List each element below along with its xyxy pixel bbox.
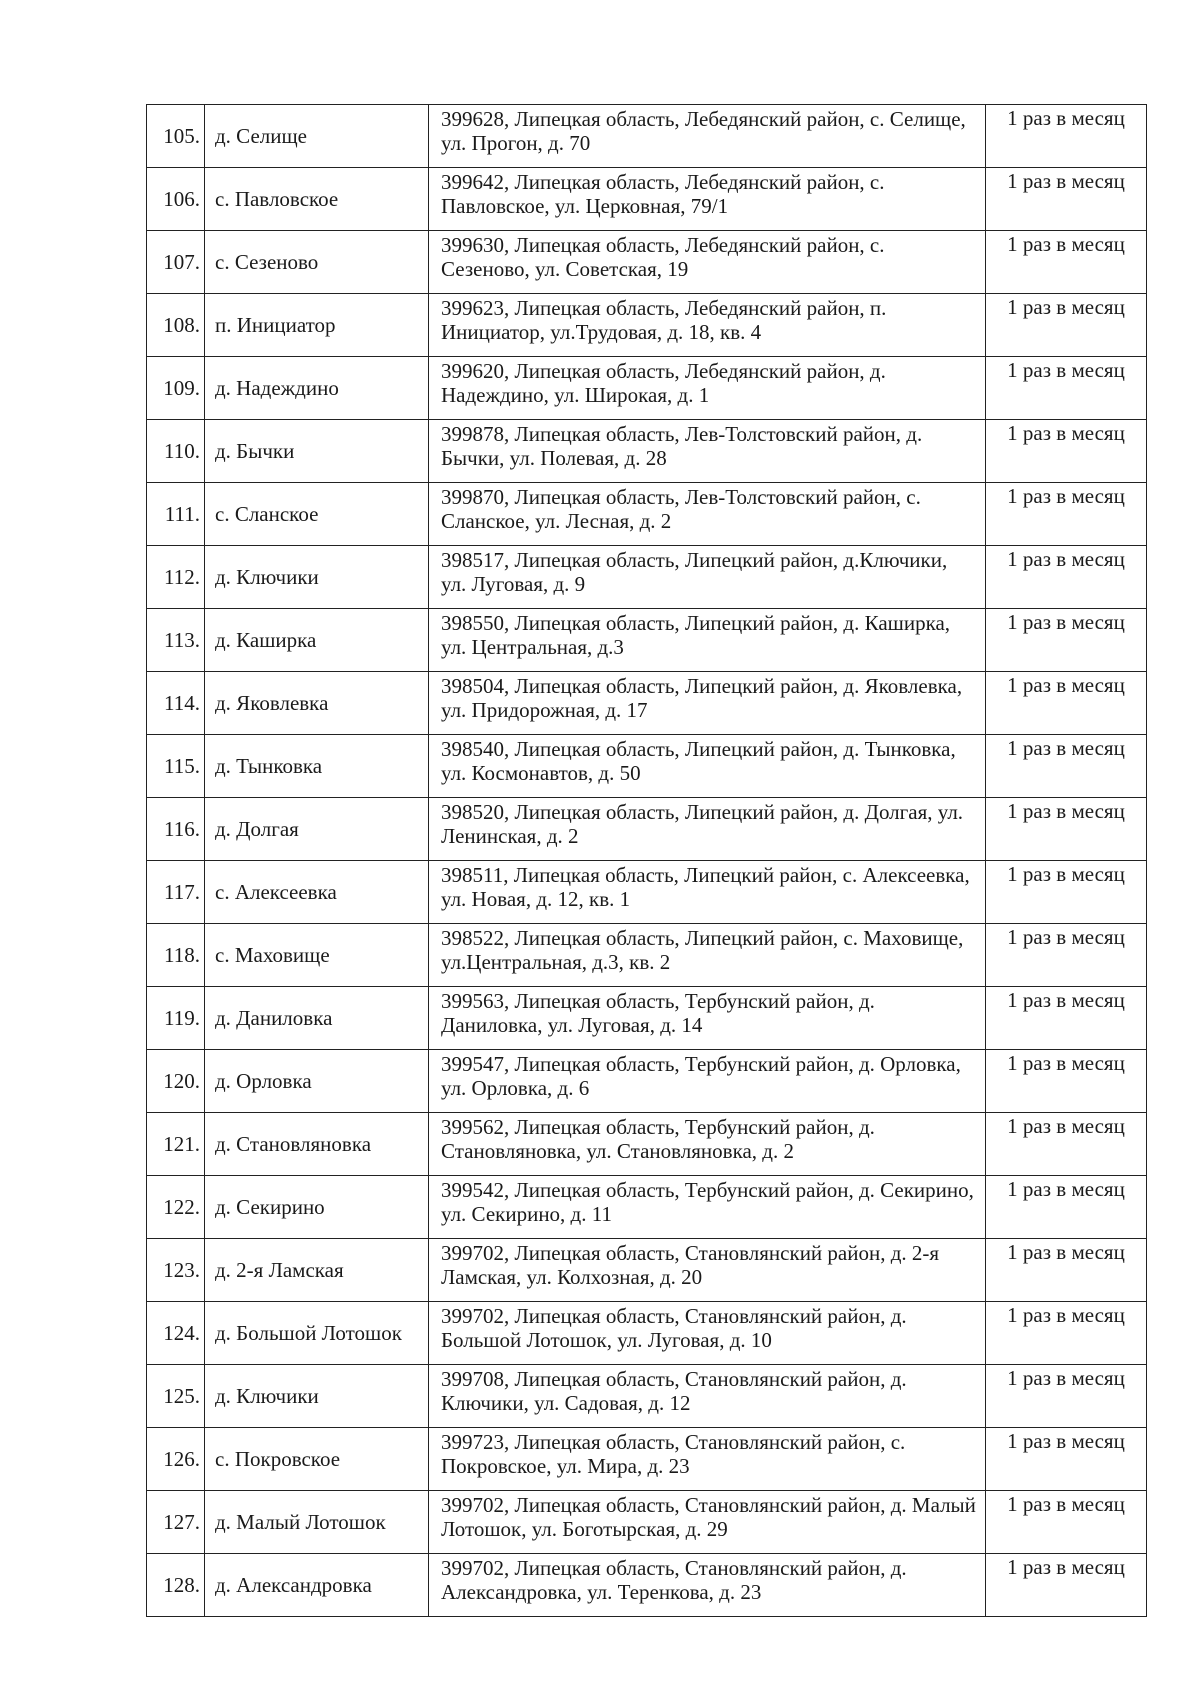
address-cell: 398504, Липецкая область, Липецкий район, д. Яковлевка, ул. Придорожная, д. 17 bbox=[429, 672, 986, 735]
row-number-cell: 112. bbox=[147, 546, 205, 609]
address-cell: 398550, Липецкая область, Липецкий район, д. Каширка, ул. Центральная, д.3 bbox=[429, 609, 986, 672]
row-number-cell: 105. bbox=[147, 105, 205, 168]
frequency-cell: 1 раз в месяц bbox=[986, 1302, 1147, 1365]
frequency-cell: 1 раз в месяц bbox=[986, 231, 1147, 294]
row-number-cell: 117. bbox=[147, 861, 205, 924]
frequency-cell: 1 раз в месяц bbox=[986, 1365, 1147, 1428]
settlement-name-cell: д. Надеждино bbox=[205, 357, 429, 420]
row-number-cell: 107. bbox=[147, 231, 205, 294]
address-cell: 399542, Липецкая область, Тербунский район, д. Секирино, ул. Секирино, д. 11 bbox=[429, 1176, 986, 1239]
frequency-cell: 1 раз в месяц bbox=[986, 1491, 1147, 1554]
table-row bbox=[147, 1554, 1147, 1617]
address-cell: 399723, Липецкая область, Становлянский район, с. Покровское, ул. Мира, д. 23 bbox=[429, 1428, 986, 1491]
row-number-cell: 118. bbox=[147, 924, 205, 987]
settlement-name-cell: с. Алексеевка bbox=[205, 861, 429, 924]
row-number-cell: 113. bbox=[147, 609, 205, 672]
address-cell: 399642, Липецкая область, Лебедянский район, с. Павловское, ул. Церковная, 79/1 bbox=[429, 168, 986, 231]
frequency-cell: 1 раз в месяц bbox=[986, 1554, 1147, 1617]
table-row bbox=[147, 105, 1147, 168]
address-cell: 398517, Липецкая область, Липецкий район, д.Ключики, ул. Луговая, д. 9 bbox=[429, 546, 986, 609]
settlement-name-cell: д. Малый Лотошок bbox=[205, 1491, 429, 1554]
frequency-cell: 1 раз в месяц bbox=[986, 609, 1147, 672]
locations-table bbox=[146, 104, 1147, 1617]
row-number-cell: 127. bbox=[147, 1491, 205, 1554]
frequency-cell: 1 раз в месяц bbox=[986, 672, 1147, 735]
settlement-name-cell: с. Покровское bbox=[205, 1428, 429, 1491]
settlement-name-cell: д. Ключики bbox=[205, 1365, 429, 1428]
row-number-cell: 108. bbox=[147, 294, 205, 357]
table-row bbox=[147, 420, 1147, 483]
table-row bbox=[147, 672, 1147, 735]
table-row bbox=[147, 294, 1147, 357]
table-row bbox=[147, 483, 1147, 546]
table-row bbox=[147, 987, 1147, 1050]
frequency-cell: 1 раз в месяц bbox=[986, 105, 1147, 168]
table-row bbox=[147, 924, 1147, 987]
address-cell: 398540, Липецкая область, Липецкий район, д. Тынковка, ул. Космонавтов, д. 50 bbox=[429, 735, 986, 798]
settlement-name-cell: д. Александровка bbox=[205, 1554, 429, 1617]
address-cell: 399870, Липецкая область, Лев-Толстовский район, с. Сланское, ул. Лесная, д. 2 bbox=[429, 483, 986, 546]
frequency-cell: 1 раз в месяц bbox=[986, 294, 1147, 357]
address-cell: 399702, Липецкая область, Становлянский район, д. Александровка, ул. Теренкова, д. 23 bbox=[429, 1554, 986, 1617]
row-number-cell: 106. bbox=[147, 168, 205, 231]
table-row bbox=[147, 1491, 1147, 1554]
row-number-cell: 110. bbox=[147, 420, 205, 483]
row-number-cell: 121. bbox=[147, 1113, 205, 1176]
row-number-cell: 120. bbox=[147, 1050, 205, 1113]
frequency-cell: 1 раз в месяц bbox=[986, 168, 1147, 231]
settlement-name-cell: п. Инициатор bbox=[205, 294, 429, 357]
row-number-cell: 116. bbox=[147, 798, 205, 861]
frequency-cell: 1 раз в месяц bbox=[986, 1050, 1147, 1113]
settlement-name-cell: с. Павловское bbox=[205, 168, 429, 231]
settlement-name-cell: д. Становляновка bbox=[205, 1113, 429, 1176]
row-number-cell: 115. bbox=[147, 735, 205, 798]
table-row bbox=[147, 609, 1147, 672]
settlement-name-cell: д. Селище bbox=[205, 105, 429, 168]
address-cell: 399702, Липецкая область, Становлянский район, д. Малый Лотошок, ул. Боготырская, д. 29 bbox=[429, 1491, 986, 1554]
row-number-cell: 124. bbox=[147, 1302, 205, 1365]
frequency-cell: 1 раз в месяц bbox=[986, 924, 1147, 987]
table-row bbox=[147, 546, 1147, 609]
table-row bbox=[147, 1050, 1147, 1113]
frequency-cell: 1 раз в месяц bbox=[986, 357, 1147, 420]
table-row bbox=[147, 861, 1147, 924]
address-cell: 398511, Липецкая область, Липецкий район, с. Алексеевка, ул. Новая, д. 12, кв. 1 bbox=[429, 861, 986, 924]
settlement-name-cell: д. Большой Лотошок bbox=[205, 1302, 429, 1365]
settlement-name-cell: с. Маховище bbox=[205, 924, 429, 987]
settlement-name-cell: д. Долгая bbox=[205, 798, 429, 861]
table-row bbox=[147, 735, 1147, 798]
settlement-name-cell: д. Орловка bbox=[205, 1050, 429, 1113]
settlement-name-cell: д. Секирино bbox=[205, 1176, 429, 1239]
address-cell: 398522, Липецкая область, Липецкий район, с. Маховище, ул.Центральная, д.3, кв. 2 bbox=[429, 924, 986, 987]
table-row bbox=[147, 231, 1147, 294]
table-row bbox=[147, 1113, 1147, 1176]
table-row bbox=[147, 357, 1147, 420]
address-cell: 399702, Липецкая область, Становлянский район, д. Большой Лотошок, ул. Луговая, д. 10 bbox=[429, 1302, 986, 1365]
table-row bbox=[147, 168, 1147, 231]
address-cell: 399630, Липецкая область, Лебедянский район, с. Сезеново, ул. Советская, 19 bbox=[429, 231, 986, 294]
address-cell: 399878, Липецкая область, Лев-Толстовский район, д. Бычки, ул. Полевая, д. 28 bbox=[429, 420, 986, 483]
settlement-name-cell: д. Тынковка bbox=[205, 735, 429, 798]
frequency-cell: 1 раз в месяц bbox=[986, 861, 1147, 924]
settlement-name-cell: д. Яковлевка bbox=[205, 672, 429, 735]
address-cell: 399547, Липецкая область, Тербунский район, д. Орловка, ул. Орловка, д. 6 bbox=[429, 1050, 986, 1113]
row-number-cell: 123. bbox=[147, 1239, 205, 1302]
settlement-name-cell: д. Даниловка bbox=[205, 987, 429, 1050]
row-number-cell: 119. bbox=[147, 987, 205, 1050]
address-cell: 399563, Липецкая область, Тербунский район, д. Даниловка, ул. Луговая, д. 14 bbox=[429, 987, 986, 1050]
row-number-cell: 114. bbox=[147, 672, 205, 735]
row-number-cell: 125. bbox=[147, 1365, 205, 1428]
row-number-cell: 109. bbox=[147, 357, 205, 420]
row-number-cell: 126. bbox=[147, 1428, 205, 1491]
settlement-name-cell: д. Ключики bbox=[205, 546, 429, 609]
address-cell: 399623, Липецкая область, Лебедянский район, п. Инициатор, ул.Трудовая, д. 18, кв. 4 bbox=[429, 294, 986, 357]
frequency-cell: 1 раз в месяц bbox=[986, 1428, 1147, 1491]
address-cell: 399628, Липецкая область, Лебедянский район, с. Селище, ул. Прогон, д. 70 bbox=[429, 105, 986, 168]
address-cell: 398520, Липецкая область, Липецкий район, д. Долгая, ул. Ленинская, д. 2 bbox=[429, 798, 986, 861]
frequency-cell: 1 раз в месяц bbox=[986, 798, 1147, 861]
table-row bbox=[147, 798, 1147, 861]
frequency-cell: 1 раз в месяц bbox=[986, 1176, 1147, 1239]
frequency-cell: 1 раз в месяц bbox=[986, 1239, 1147, 1302]
settlement-name-cell: д. Каширка bbox=[205, 609, 429, 672]
table-row bbox=[147, 1365, 1147, 1428]
row-number-cell: 122. bbox=[147, 1176, 205, 1239]
address-cell: 399620, Липецкая область, Лебедянский район, д. Надеждино, ул. Широкая, д. 1 bbox=[429, 357, 986, 420]
address-cell: 399702, Липецкая область, Становлянский район, д. 2-я Ламская, ул. Колхозная, д. 20 bbox=[429, 1239, 986, 1302]
frequency-cell: 1 раз в месяц bbox=[986, 483, 1147, 546]
table-body bbox=[147, 105, 1147, 1617]
settlement-name-cell: д. Бычки bbox=[205, 420, 429, 483]
table-row bbox=[147, 1302, 1147, 1365]
settlement-name-cell: с. Сланское bbox=[205, 483, 429, 546]
frequency-cell: 1 раз в месяц bbox=[986, 735, 1147, 798]
settlement-name-cell: д. 2-я Ламская bbox=[205, 1239, 429, 1302]
settlement-name-cell: с. Сезеново bbox=[205, 231, 429, 294]
row-number-cell: 128. bbox=[147, 1554, 205, 1617]
row-number-cell: 111. bbox=[147, 483, 205, 546]
address-cell: 399708, Липецкая область, Становлянский район, д. Ключики, ул. Садовая, д. 12 bbox=[429, 1365, 986, 1428]
table-row bbox=[147, 1428, 1147, 1491]
frequency-cell: 1 раз в месяц bbox=[986, 1113, 1147, 1176]
table-row bbox=[147, 1176, 1147, 1239]
frequency-cell: 1 раз в месяц bbox=[986, 546, 1147, 609]
address-cell: 399562, Липецкая область, Тербунский район, д. Становляновка, ул. Становляновка, д. 2 bbox=[429, 1113, 986, 1176]
frequency-cell: 1 раз в месяц bbox=[986, 420, 1147, 483]
frequency-cell: 1 раз в месяц bbox=[986, 987, 1147, 1050]
table-row bbox=[147, 1239, 1147, 1302]
